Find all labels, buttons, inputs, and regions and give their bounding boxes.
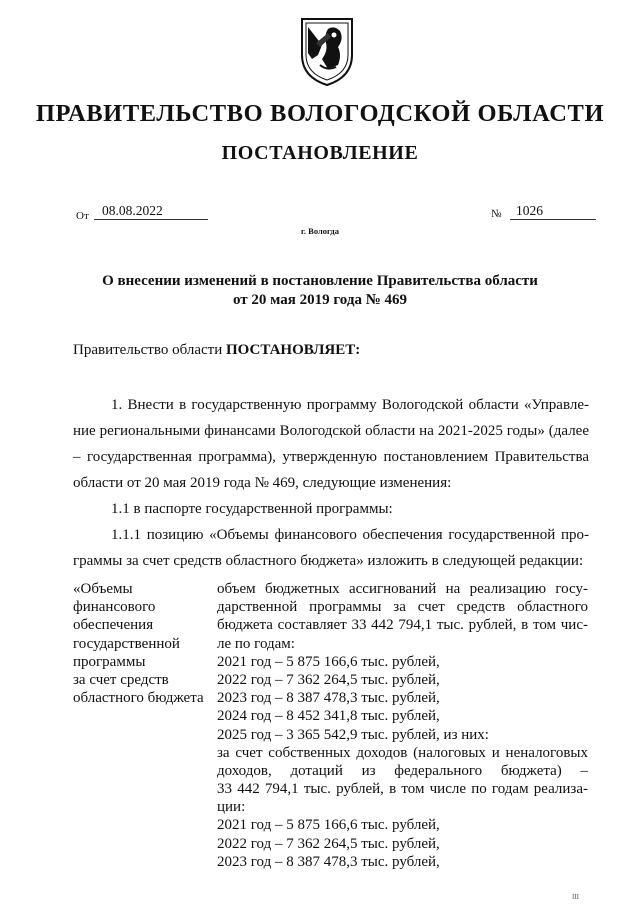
document-type: ПОСТАНОВЛЕНИЕ (221, 142, 419, 164)
organization-title: ПРАВИТЕЛЬСТВО ВОЛОГОДСКОЙ ОБЛАСТИ (35, 100, 605, 127)
right-cell-line: 2022 год – 7 362 264,5 тыс. рублей, (217, 671, 440, 688)
decree-prefix: Правительство области (73, 342, 226, 358)
left-cell-line: за счет средств (73, 671, 169, 688)
date-label: От (76, 210, 89, 222)
right-cell-line: бюджета составляет 33 442 794,1 тыс. рублей, в том чис- (217, 617, 588, 634)
decree-line (73, 342, 360, 359)
date-field: 08.08.2022 (94, 203, 208, 220)
right-cell-line: 33 442 794,1 тыс. рублей, в том числе по годам реализа- (217, 781, 588, 798)
paragraph-1-line-3: – государственная программа), утвержденную постановлением Правительства (73, 449, 589, 465)
left-cell-line: финансового (73, 599, 156, 616)
number-field: 1026 (510, 203, 596, 220)
right-cell-line: ции: (217, 799, 246, 816)
right-cell-line: 2021 год – 5 875 166,6 тыс. рублей, (217, 653, 440, 670)
paragraph-2: 1.1 в паспорте государственной программы: (111, 501, 393, 517)
left-cell-line: областного бюджета (73, 690, 204, 707)
right-cell-line: 2023 год – 8 387 478,3 тыс. рублей, (217, 690, 440, 707)
right-cell-line: 2023 год – 8 387 478,3 тыс. рублей, (217, 853, 440, 870)
document-title (0, 272, 640, 310)
left-cell-line: государственной (73, 635, 180, 652)
right-cell-line: 2025 год – 3 365 542,9 тыс. рублей, из них: (217, 726, 489, 743)
right-cell-line: доходов, дотаций из федерального бюджета) – (217, 762, 588, 779)
left-cell-line: «Объемы (73, 581, 133, 597)
title-line-2: от 20 мая 2019 года № 469 (232, 292, 408, 308)
paragraph-1-line-4: области от 20 мая 2019 года № 469, следующие изменения: (73, 475, 452, 491)
footer-marks: III (572, 893, 579, 901)
left-cell-line: обеспечения (73, 617, 154, 634)
city-label: г. Вологда (301, 226, 339, 236)
right-cell-line: объем бюджетных ассигнований на реализацию госу- (217, 581, 588, 597)
table-left-column (73, 580, 204, 707)
right-cell-line: ле по годам: (217, 635, 295, 652)
right-cell-line: 2022 год – 7 362 264,5 тыс. рублей, (217, 835, 440, 852)
left-cell-line: программы (73, 653, 146, 670)
title-line-1: О внесении изменений в постановление Правительства области (102, 273, 538, 289)
paragraph-3-line-2: граммы за счет средств областного бюджета» изложить в следующей редакции: (73, 553, 584, 569)
decree-keyword: ПОСТАНОВЛЯЕТ: (225, 342, 361, 358)
right-cell-line: дарственной программы за счет средств областного (217, 599, 588, 616)
paragraph-3-line-1: 1.1.1 позицию «Объемы финансового обеспечения государственной про- (111, 527, 589, 543)
table-right-column (217, 580, 588, 871)
right-cell-line: 2021 год – 5 875 166,6 тыс. рублей, (217, 817, 440, 834)
paragraph-1-line-1: 1. Внести в государственную программу Вологодской области «Управле- (111, 397, 589, 413)
right-cell-line: за счет собственных доходов (налоговых и неналоговых (217, 744, 588, 761)
paragraph-1-line-2: ние региональными финансами Вологодской области на 2021-2025 годы» (далее (73, 423, 589, 439)
coat-of-arms-emblem (298, 15, 356, 87)
right-cell-line: 2024 год – 8 452 341,8 тыс. рублей, (217, 708, 440, 725)
number-label: № (491, 208, 502, 220)
